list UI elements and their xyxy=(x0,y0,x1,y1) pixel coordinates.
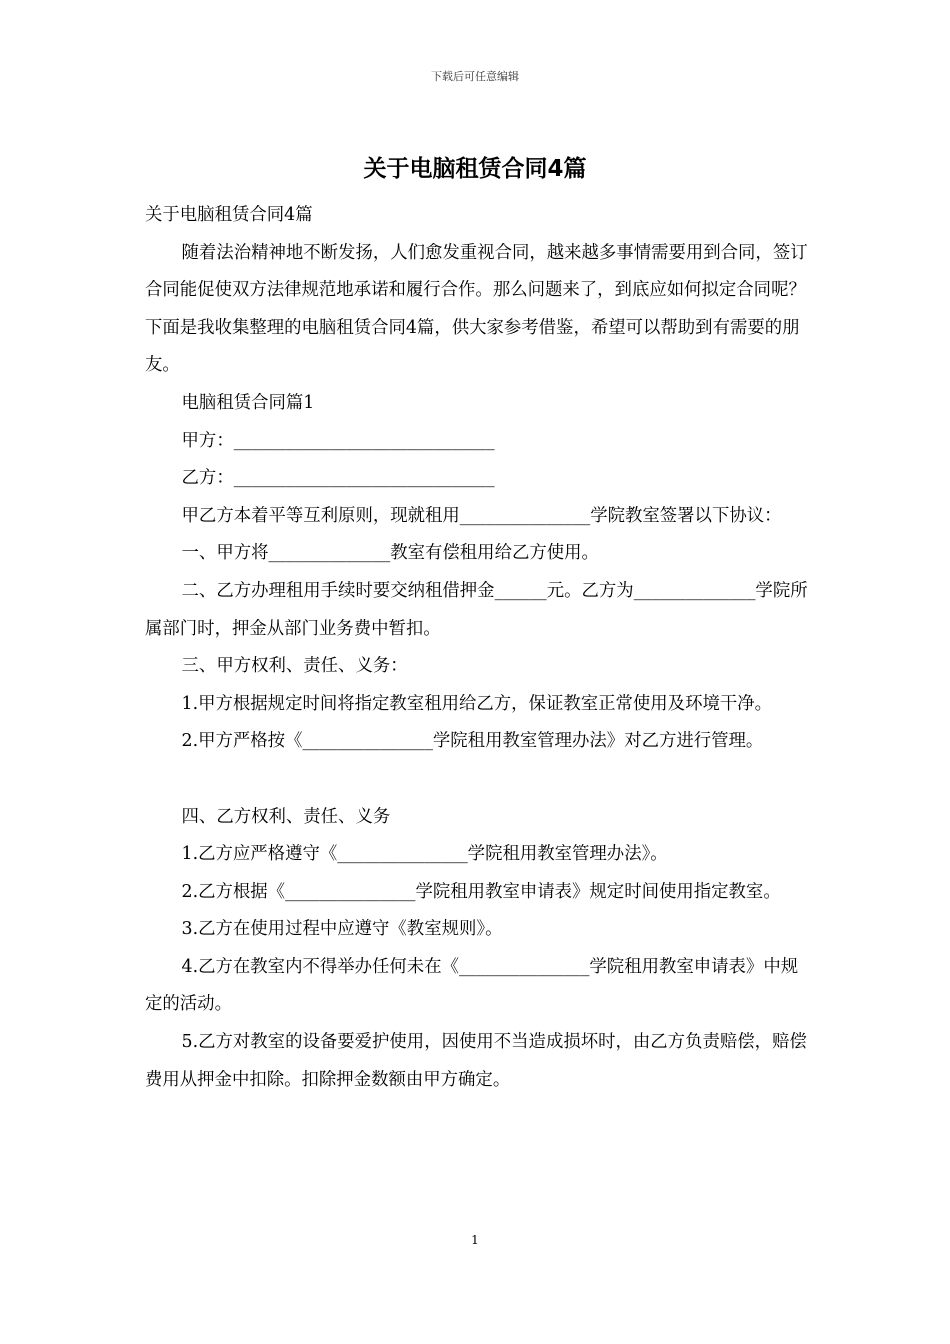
clause-3-heading: 三、甲方权利、责任、义务： xyxy=(181,656,408,677)
party-b-line: 乙方：______________________________ xyxy=(181,468,495,489)
paragraph-spacer xyxy=(145,761,813,799)
document-title: 关于电脑租赁合同4篇 xyxy=(363,156,587,182)
party-a-line: 甲方：______________________________ xyxy=(181,430,495,451)
document-subtitle: 关于电脑租赁合同4篇 xyxy=(145,205,313,225)
page-number: 1 xyxy=(471,1233,479,1247)
clause-3-item-2: 2.甲方严格按《_______________学院租用教室管理办法》对乙方进行管理。 xyxy=(181,731,764,752)
clause-4-item-5: 5.乙方对教室的设备要爱护使用，因使用不当造成损坏时，由乙方负责赔偿，赔偿费用从押金中扣除。扣除押金数额由甲方确定。 xyxy=(145,1032,807,1090)
preamble-paragraph: 甲乙方本着平等互利原则，现就租用_______________学院教室签署以下协议： xyxy=(181,505,782,526)
clause-3-item-1: 1.甲方根据规定时间将指定教室租用给乙方，保证教室正常使用及环境干净。 xyxy=(181,693,773,714)
clause-1: 一、甲方将______________教室有偿租用给乙方使用。 xyxy=(181,543,599,564)
document-body xyxy=(145,197,813,1099)
clause-4-heading: 四、乙方权利、责任、义务 xyxy=(181,806,391,827)
clause-2: 二、乙方办理租用手续时要交纳租借押金______元。乙方为______________学院所属部门时，押金从部门业务费中暂扣。 xyxy=(145,580,808,639)
clause-4-item-2: 2.乙方根据《_______________学院租用教室申请表》规定时间使用指定教室。 xyxy=(181,881,781,902)
clause-4-item-1: 1.乙方应严格遵守《_______________学院租用教室管理办法》。 xyxy=(181,844,668,865)
clause-4-item-4: 4.乙方在教室内不得举办任何未在《_______________学院租用教室申请表》中规定的活动。 xyxy=(145,956,799,1015)
clause-4-item-3: 3.乙方在使用过程中应遵守《教室规则》。 xyxy=(181,919,503,940)
intro-paragraph: 随着法治精神地不断发扬，人们愈发重视合同，越来越多事情需要用到合同，签订合同能促使双方法律规范地承诺和履行合作。那么问题来了，到底应如何拟定合同呢？下面是我收集整理的电脑租赁合同4篇，供大家参考借鉴，希望可以帮助到有需要的朋友。 xyxy=(145,242,808,376)
page-header-note: 下载后可任意编辑 xyxy=(431,70,519,83)
section-heading: 电脑租赁合同篇1 xyxy=(181,392,315,413)
